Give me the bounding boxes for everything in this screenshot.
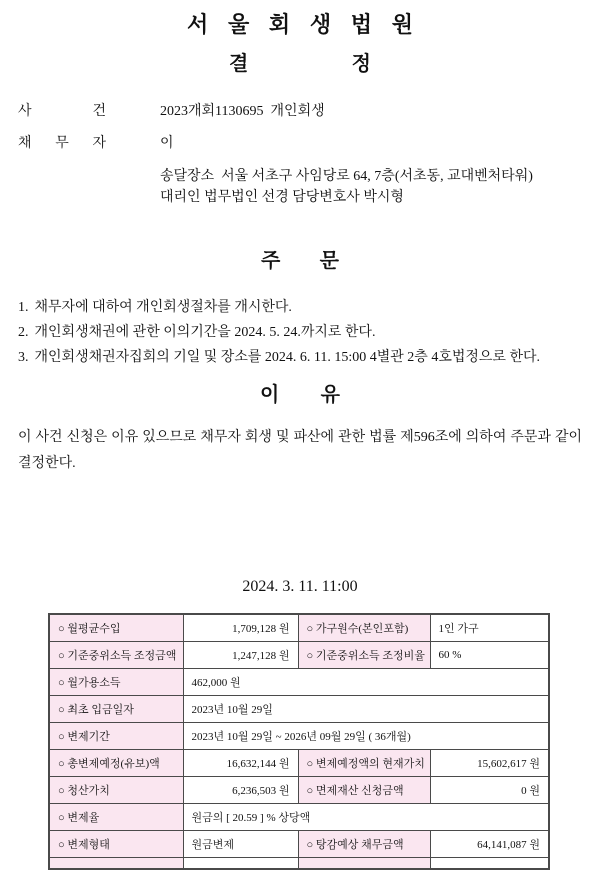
- reason-body-text: 이 사건 신청은 이유 있으므로 채무자 회생 및 파산에 관한 법률 제596조에 의하여 주문과 같이 결정한다.: [18, 430, 582, 471]
- table-label-cell: ○ 변제기간: [49, 722, 183, 749]
- decision-heading-char: 결: [229, 53, 249, 75]
- table-value-cell: 원금의 [ 20.59 ] % 상당액: [183, 803, 549, 830]
- table-label-cell: ○ 변제형태: [49, 830, 183, 857]
- court-name-char: 회: [268, 12, 291, 37]
- case-label-char: 사: [18, 104, 32, 119]
- table-label-cell: ○ 변제예정액의 현재가치: [298, 749, 430, 776]
- table-label-cell: ○ 월평균수입: [49, 614, 183, 641]
- court-name-char: 생: [309, 12, 332, 37]
- debtor-label-char: 채: [18, 136, 32, 151]
- court-name-char: 울: [227, 12, 250, 37]
- order-item-text: 개인회생채권에 관한 이의기간을 2024. 5. 24.까지로 한다.: [34, 325, 376, 340]
- table-value-cell: 2023년 10월 29일: [183, 695, 549, 722]
- court-name-title: [187, 12, 413, 37]
- table-value-cell: [183, 857, 298, 869]
- case-label: [18, 102, 160, 121]
- table-label-cell: [49, 857, 183, 869]
- table-value-cell: 64,141,087 원: [430, 830, 549, 857]
- table-label-cell: ○ 총변제예정(유보)액: [49, 749, 183, 776]
- table-row: [49, 803, 549, 830]
- table-value-cell: 15,602,617 원: [430, 749, 549, 776]
- table-row: [49, 776, 549, 803]
- order-items-list: [18, 295, 582, 370]
- order-item-number: 2.: [18, 325, 29, 340]
- table-value-cell: 원금변제: [183, 830, 298, 857]
- order-item-number: 1.: [18, 300, 29, 315]
- table-value-cell: 16,632,144 원: [183, 749, 298, 776]
- table-label-cell: ○ 최초 입금일자: [49, 695, 183, 722]
- table-label-cell: ○ 기준중위소득 조정금액: [49, 641, 183, 668]
- table-row: [49, 749, 549, 776]
- service-address-block: [160, 166, 582, 208]
- table-value-cell: 462,000 원: [183, 668, 549, 695]
- case-label-char: 건: [92, 104, 106, 119]
- table-value-cell: 0 원: [430, 776, 549, 803]
- table-value-cell: 60 %: [430, 641, 549, 668]
- order-heading-char: 문: [319, 250, 339, 272]
- reason-section-heading: [260, 384, 340, 407]
- table-value-cell: 1,247,128 원: [183, 641, 298, 668]
- order-item-number: 3.: [18, 350, 29, 365]
- debtor-label-char: 자: [92, 136, 106, 151]
- decision-heading-char: 정: [351, 53, 371, 75]
- table-label-cell: ○ 면제재산 신청금액: [298, 776, 430, 803]
- order-item: [18, 345, 582, 370]
- table-row-cutoff: [49, 857, 549, 869]
- table-value-cell: 2023년 10월 29일 ~ 2026년 09월 29일 ( 36개월): [183, 722, 549, 749]
- table-label-cell: ○ 청산가치: [49, 776, 183, 803]
- case-number-value: 2023개회1130695 개인회생: [160, 104, 325, 119]
- reason-heading-char: 이: [260, 384, 280, 406]
- debtor-row: [18, 134, 582, 153]
- repayment-calculation-table: [48, 613, 550, 870]
- court-name-char: 원: [391, 12, 413, 37]
- case-number-row: [18, 102, 582, 121]
- court-name-char: 서: [187, 12, 209, 37]
- table-value-cell: 6,236,503 원: [183, 776, 298, 803]
- table-label-cell: ○ 기준중위소득 조정비율: [298, 641, 430, 668]
- table-label-cell: [298, 857, 430, 869]
- table-value-cell: 1인 가구: [430, 614, 549, 641]
- table-row: [49, 695, 549, 722]
- table-row: [49, 668, 549, 695]
- table-value-cell: [430, 857, 549, 869]
- table-row: [49, 614, 549, 641]
- attorney-line: 대리인 법무법인 선경 담당변호사 박시형: [160, 190, 404, 205]
- order-item-text: 개인회생채권자집회의 기일 및 장소를 2024. 6. 11. 15:00 4별관 2층 4호법정으로 한다.: [34, 350, 540, 365]
- order-item-text: 채무자에 대하여 개인회생절차를 개시한다.: [34, 300, 292, 315]
- table-row: [49, 830, 549, 857]
- table-row: [49, 722, 549, 749]
- service-address-line: 송달장소 서울 서초구 사임당로 64, 7층(서초동, 교대벤처타워): [160, 169, 533, 184]
- table-label-cell: ○ 월가용소득: [49, 668, 183, 695]
- court-name-char: 법: [350, 12, 373, 37]
- order-section-heading: [261, 250, 339, 273]
- table-label-cell: ○ 탕감예상 채무금액: [298, 830, 430, 857]
- order-heading-char: 주: [261, 250, 281, 272]
- order-item: [18, 320, 582, 345]
- debtor-name-value: 이: [160, 136, 174, 151]
- table-value-cell: 1,709,128 원: [183, 614, 298, 641]
- table-row: [49, 641, 549, 668]
- reason-heading-char: 유: [320, 384, 340, 406]
- decision-heading: [229, 53, 371, 76]
- table-label-cell: ○ 가구원수(본인포함): [298, 614, 430, 641]
- hearing-datetime: 2024. 3. 11. 11:00: [242, 578, 358, 595]
- debtor-label: [18, 134, 160, 153]
- table-label-cell: ○ 변제율: [49, 803, 183, 830]
- debtor-label-char: 무: [55, 136, 69, 151]
- order-item: [18, 295, 582, 320]
